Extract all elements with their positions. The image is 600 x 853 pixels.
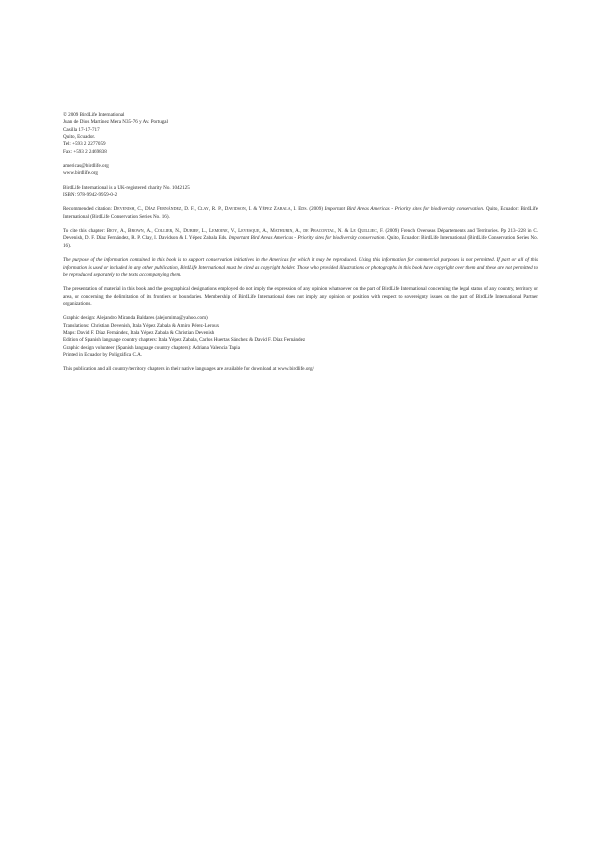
fax-line: Fax: +593 2 2469838 (63, 148, 107, 155)
citation-year: (2009) (307, 206, 325, 213)
contact-info (63, 163, 538, 178)
chapter-citation (63, 228, 538, 250)
publisher-address (63, 112, 538, 156)
copyright-page (63, 112, 538, 381)
chapter-citation-text: (2009) French Overseas Départements and Territories. Pp 213–228 in C. Devenish, D. F. Díaz Fernández, R. P. Clay, I. Davidson & I. Yépez Zabala Eds. (63, 228, 539, 242)
charity-number: BirdLife International is a UK-registered charity No. 1042125 (63, 184, 190, 191)
address-line: Quito, Ecuador. (63, 134, 96, 141)
disclaimer: The presentation of material in this book and the geographical designations employed do not imply the expression of any opinion whatsoever on the part of BirdLife International concerning the legal status of any country, territory or area, or concerning the delimitation of its frontiers or boundaries. Membership of BirdLife International does not imply any opinion or position with respect to sovereignty issues on the part of BirdLife International Partner organizations. (63, 286, 538, 307)
chapter-citation-prefix: To cite this chapter: (63, 228, 107, 235)
citation-title: Important Bird Areas Americas - Priority sites for biodiversity conservation (324, 206, 483, 213)
citation-authors: Devenish, C., Díaz Fernández, D. F., Clay, R. P., Davidson, I. & Yépez Zabala, I. Eds. (113, 206, 308, 213)
citation-prefix: Recommended citation: (63, 206, 114, 213)
credit-line: Maps: David F. Díaz Fernández, Itala Yépez Zabala & Christian Devenish (63, 329, 215, 336)
copyright-line: © 2009 BirdLife International (63, 112, 125, 118)
credit-line: Edition of Spanish language country chapters: Itala Yépez Zabala, Carlos Huertas Sánchez & David F. Díaz Fernández (63, 337, 306, 344)
purpose-statement: The purpose of the information contained in this book is to support conservation initiatives in the Americas for which it may be reproduced. Using this information for commercial purposes is not permitted. If part or all of this information is used or included in any other publication, BirdLife International must be cited as copyright holder. Those who provided illustrations or photographs in this book have copyright over them and these are not permitted to be reproduced separately to the texts accompanying them. (63, 257, 538, 278)
address-line: Casilla 17-17-717 (63, 126, 100, 133)
credit-line: Graphic design volunteer (Spanish language country chapters): Adriana Valencia Tapia (63, 344, 240, 351)
citation-rest: . Quito, Ecuador: BirdLife International (BirdLife Conservation Series No. 16). (63, 206, 538, 220)
chapter-citation-authors: Bioy, A., Brown, A., Collier, N., Dubief, L., Lemoine, V., Levesque, A., Mathurin, A., de Pracontal, N. & Le Quilliec, F. (106, 228, 384, 235)
website-link[interactable]: www.birdlife.org (63, 170, 98, 177)
chapter-citation-title: Important Bird Areas Americas - Priority sites for biodiversity conservation (228, 235, 385, 242)
registration-info (63, 185, 538, 200)
credit-line: Graphic design: Alejandro Miranda Baldares (alejomima@yahoo.com) (63, 315, 208, 322)
address-line: Juan de Dios Martínez Mera N35-76 y Av. Portugal (63, 119, 168, 126)
phone-line: Tel: +593 2 2277059 (63, 141, 106, 148)
chapter-citation-rest: . Quito, Ecuador: BirdLife International (BirdLife Conservation Series No. 16). (63, 235, 538, 249)
email-link[interactable]: americas@birdlife.org (63, 163, 109, 170)
credits (63, 315, 538, 359)
recommended-citation (63, 206, 538, 221)
credit-line: Printed in Ecuador by Poligráfica C.A. (63, 351, 143, 358)
credit-line: Translations: Christian Devenish, Itala Yépez Zabala & Amiro Pérez-Leroux (63, 322, 220, 329)
availability-note: This publication and all country/territory chapters in their native languages are available for download at www.birdlife.org/ (63, 366, 314, 373)
isbn: ISBN: 978-9942-9959-0-2 (63, 192, 118, 199)
